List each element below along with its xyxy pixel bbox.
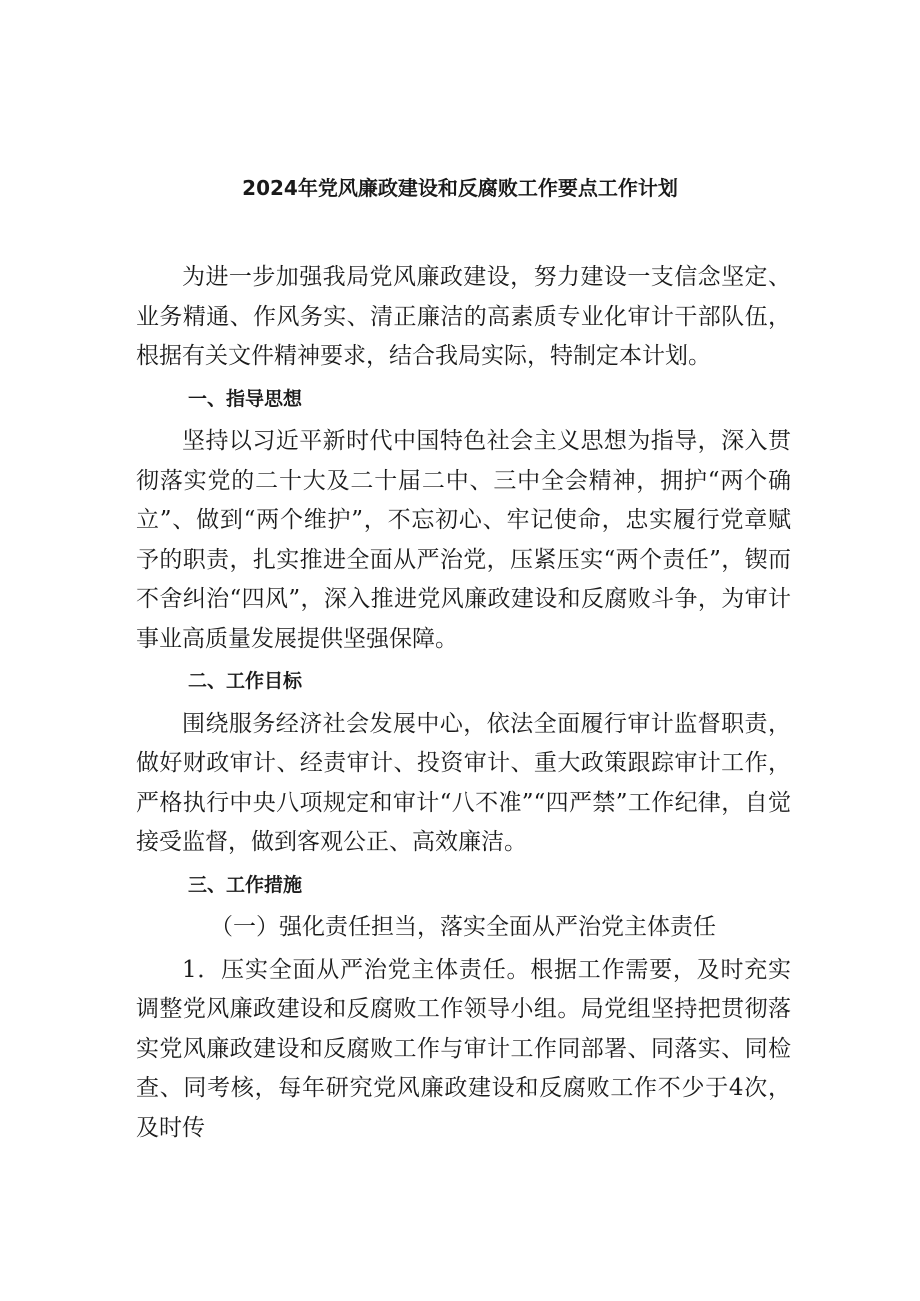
work-goals-paragraph: 围绕服务经济社会发展中心，依法全面履行审计监督职责，做好财政审计、经责审计、投资审计、重大政策跟踪审计工作，严格执行中央八项规定和审计“八不准”“四严禁”工作纪律，自觉接受监督，做到客观公正、高效廉洁。 (136, 710, 791, 855)
intro-paragraph: 为进一步加强我局党风廉政建设，努力建设一支信念坚定、业务精通、作风务实、清正廉洁的高素质专业化审计干部队伍，根据有关文件精神要求，结合我局实际，特制定本计划。 (136, 264, 791, 369)
document-title: 2024年党风廉政建设和反腐败工作要点工作计划 (242, 176, 678, 200)
subsection-heading-responsibility: （一）强化责任担当，落实全面从严治党主体责任 (210, 914, 716, 940)
section-heading-work-measures: 三、工作措施 (188, 873, 303, 896)
guiding-ideology-paragraph: 坚持以习近平新时代中国特色社会主义思想为指导，深入贯彻落实党的二十大及二十届二中、三中全会精神，拥护“两个确立”、做到“两个维护”，不忘初心、牢记使命，忠实履行党章赋予的职责，扎实推进全面从严治党，压紧压实“两个责任”，锲而不舍纠治“四风”，深入推进党风廉政建设和反腐败斗争，为审计事业高质量发展提供坚强保障。 (136, 428, 791, 652)
document-body (136, 258, 791, 1148)
section-heading-work-goals: 二、工作目标 (188, 670, 303, 692)
measure-item-1-paragraph: 1．压实全面从严治党主体责任。根据工作需要，及时充实调整党风廉政建设和反腐败工作领导小组。局党组坚持把贯彻落实党风廉政建设和反腐败工作与审计工作同部署、同落实、同检查、同考核，每年研究党风廉政建设和反腐败工作不少于4次，及时传 (136, 956, 791, 1141)
section-heading-guiding-ideology: 一、指导思想 (188, 387, 303, 410)
